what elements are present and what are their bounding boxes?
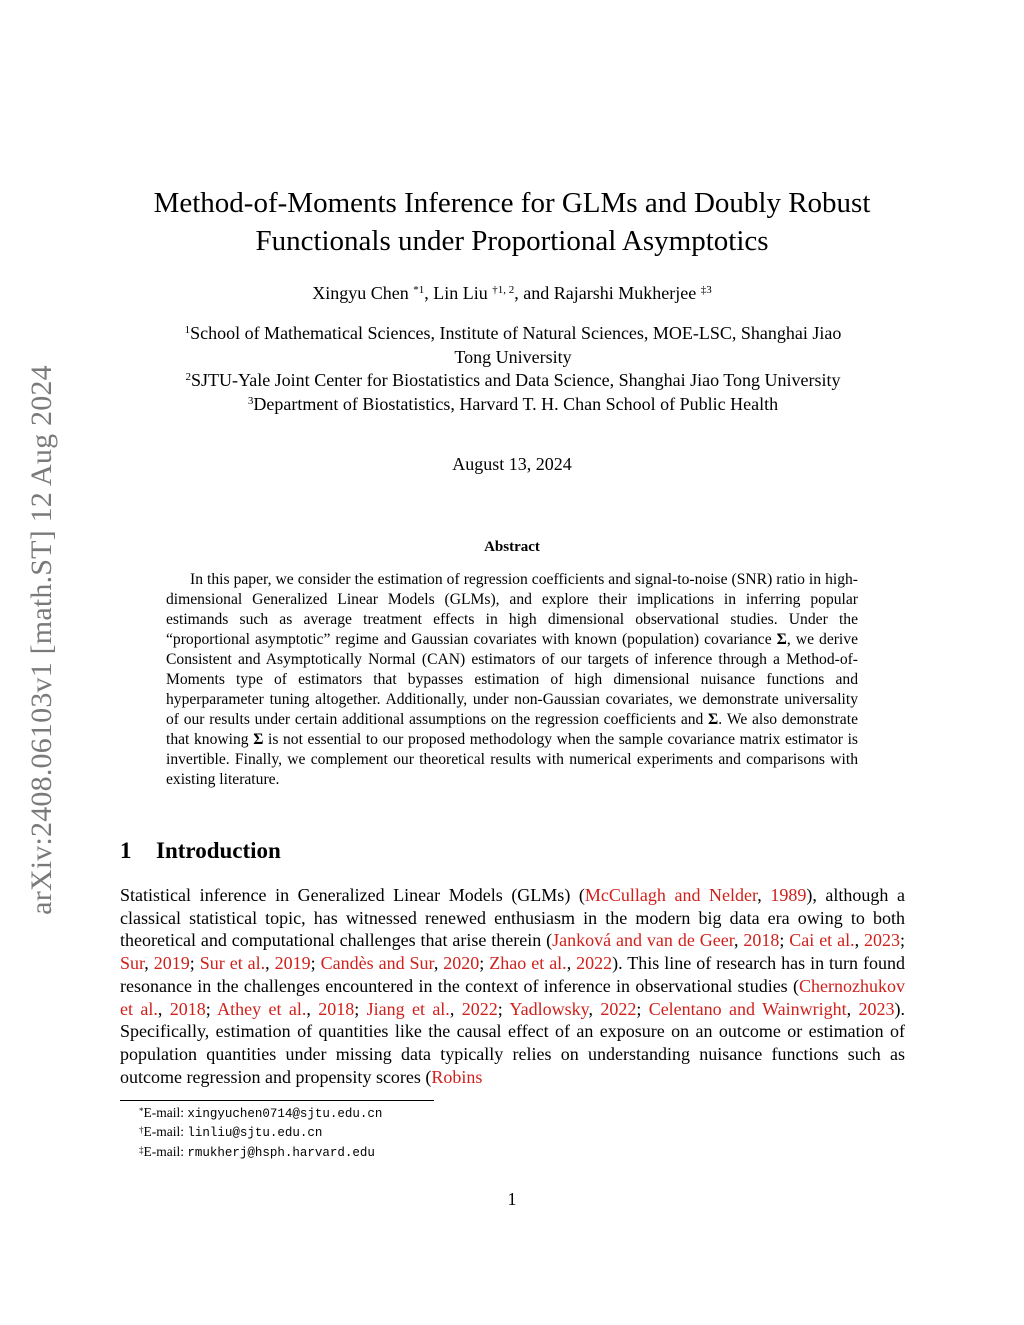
citation-year-link[interactable]: 2018 <box>318 998 355 1019</box>
citation-year-link[interactable]: 2020 <box>443 953 480 974</box>
author-affiliation-mark: ‡3 <box>700 284 712 296</box>
citation-link[interactable]: Sur <box>120 953 145 974</box>
author-affiliation-mark: †1, 2 <box>492 284 515 296</box>
author-affiliation-mark: *1 <box>413 284 425 296</box>
affiliation-1-continued: Tong University <box>454 346 572 367</box>
citation-year-link[interactable]: 2022 <box>600 998 637 1019</box>
citation-link[interactable]: Janková and van de Geer <box>552 930 734 951</box>
body-text: ). This line of research has in turn found resonance in the challenges encountered in the context of inference in observational studies ( <box>120 953 905 996</box>
citation-link[interactable]: Athey et al. <box>217 998 307 1019</box>
abstract-text: In this paper, we consider the estimation of regression coefficients and signal-to-noise (SNR) ratio in high-dimensional Generalized Linear Models (GLMs), and explore their implications in inferring popular estimands such as average treatment effects in high dimensional observational studies. Under the “proportional asymptotic” regime and Gaussian covariates with known (population) covariance <box>166 571 858 648</box>
affiliation-1 <box>118 322 908 346</box>
citation-year-link[interactable]: 1989 <box>770 885 807 905</box>
footnote-email[interactable]: xingyuchen0714@sjtu.edu.cn <box>187 1107 383 1121</box>
footnote-mark: * <box>139 1106 144 1116</box>
affiliation-text: Department of Biostatistics, Harvard T. H. Chan School of Public Health <box>253 393 779 414</box>
title-line-1: Method-of-Moments Inference for GLMs and Doubly Robust <box>153 187 871 219</box>
introduction-paragraph: Statistical inference in Generalized Linear Models (GLMs) (McCullagh and Nelder, 1989), although a classical statistical topic, has witnessed renewed enthusiasm in the modern big data era owing to both theoretical and computational challenges that arise therein (Janková and van de Geer, 2018; Cai et al., 2023; Sur, 2019; Sur et al., 2019; Candès and Sur, 2020; Zhao et al., 2022). This line of research has in turn found resonance in the challenges encountered in the context of inference in observational studies (Chernozhukov et al., 2018; Athey et al., 2018; Jiang et al., 2022; Yadlowsky, 2022; Celentano and Wainwright, 2023). Specifically, estimation of quantities like the causal effect of an exposure on an outcome or estimation of population quantities under missing data typically relies on understanding nuisance functions such as outcome regression and propensity scores (Robins <box>120 885 906 1087</box>
sigma-symbol: Σ <box>708 711 719 728</box>
citation-link[interactable]: Yadlowsky <box>509 998 589 1019</box>
citation-year-link[interactable]: 2018 <box>743 930 780 951</box>
section-number: 1 <box>120 838 132 863</box>
footnote-mark: † <box>139 1125 144 1136</box>
citation-link[interactable]: McCullagh and Nelder <box>584 885 758 905</box>
footnote-divider <box>120 1100 434 1101</box>
affiliation-2 <box>118 369 908 393</box>
author-list <box>120 280 904 306</box>
publication-date: August 13, 2024 <box>452 454 572 474</box>
citation-year-link[interactable]: 2023 <box>864 930 900 951</box>
footnote-item <box>139 1143 382 1162</box>
citation-link[interactable]: Sur et al. <box>199 953 266 974</box>
citation-link[interactable]: Candès and Sur <box>320 953 434 974</box>
paper-title <box>120 184 904 260</box>
sigma-symbol: Σ <box>776 631 787 648</box>
affiliation-3 <box>118 393 908 417</box>
affiliation-number: 2 <box>185 371 191 383</box>
affiliation-number: 1 <box>184 324 191 336</box>
abstract-text: . We also demonstrate that knowing <box>166 711 858 748</box>
abstract-text: , we derive Consistent and Asymptotically Normal (CAN) estimators of our targets of inference through a Method-of-Moments type of estimators that bypasses estimation of high dimensional nuisance functions and hyperparameter tuning altogether. Additionally, under non-Gaussian covariates, we demonstrate universality of our results under certain additional assumptions on the regression coefficients and <box>166 631 858 728</box>
affiliation-number: 3 <box>247 394 254 407</box>
body-text: ), although a classical statistical topic, has witnessed renewed enthusiasm in the modern big data era owing to both theoretical and computational challenges that arise therein ( <box>120 885 905 951</box>
footnote-email[interactable]: linliu@sjtu.edu.cn <box>187 1126 323 1141</box>
citation-link[interactable]: Jiang et al. <box>366 998 450 1019</box>
author-separator: , and <box>514 283 554 303</box>
citation-year-link[interactable]: 2023 <box>858 998 895 1019</box>
page-number: 1 <box>507 1189 517 1209</box>
footnote-item <box>139 1104 382 1123</box>
footnote-mark: ‡ <box>139 1144 144 1155</box>
footnote-label: E-mail: <box>143 1105 188 1120</box>
citation-year-link[interactable]: 2019 <box>274 953 311 974</box>
footnote-label: E-mail: <box>143 1143 188 1159</box>
section-title: Introduction <box>156 838 281 863</box>
citation-year-link[interactable]: 2018 <box>169 998 206 1019</box>
footnote-label: E-mail: <box>143 1124 188 1140</box>
author-name: Lin Liu <box>433 283 488 303</box>
title-line-2: Functionals under Proportional Asymptotics <box>255 225 769 257</box>
citation-year-link[interactable]: 2019 <box>153 953 190 974</box>
citation-year-link[interactable]: 2022 <box>461 998 498 1019</box>
author-name: Rajarshi Mukherjee <box>553 283 697 303</box>
affiliation-text: School of Mathematical Sciences, Institute of Natural Sciences, MOE-LSC, Shanghai Jiao <box>190 323 842 343</box>
author-separator: , <box>424 283 434 303</box>
abstract-body <box>166 570 858 790</box>
citation-link[interactable]: Celentano and Wainwright <box>648 998 847 1019</box>
citation-link[interactable]: Zhao et al. <box>489 953 567 974</box>
author-name: Xingyu Chen <box>312 283 409 303</box>
abstract-text: is not essential to our proposed methodology when the sample covariance matrix estimator is invertible. Finally, we complement our theoretical results with numerical experiments and comparisons with existing literature. <box>166 731 858 788</box>
citation-link[interactable]: Cai et al. <box>789 930 855 951</box>
section-heading <box>120 838 281 864</box>
footnote-item <box>139 1123 382 1142</box>
body-text: Statistical inference in Generalized Linear Models (GLMs) ( <box>120 885 585 905</box>
abstract-heading: Abstract <box>484 539 540 555</box>
footnotes <box>139 1104 382 1162</box>
footnote-email[interactable]: rmukherj@hsph.harvard.edu <box>187 1145 375 1160</box>
body-text: ). Specifically, estimation of quantities like the causal effect of an exposure on an outcome or estimation of population quantities under missing data typically relies on understanding nuisance functions such as outcome regression and propensity scores ( <box>120 998 905 1087</box>
affiliation-text: SJTU-Yale Joint Center for Biostatistics and Data Science, Shanghai Jiao Tong University <box>191 370 841 390</box>
citation-link[interactable]: Chernozhukov et al. <box>120 975 905 1019</box>
arxiv-identifier-stamp: arXiv:2408.06103v1 [math.ST] 12 Aug 2024 <box>25 365 58 915</box>
citation-link[interactable]: Robins <box>431 1066 483 1087</box>
citation-year-link[interactable]: 2022 <box>576 953 613 974</box>
affiliation-list <box>118 322 908 416</box>
sigma-symbol: Σ <box>253 731 264 748</box>
